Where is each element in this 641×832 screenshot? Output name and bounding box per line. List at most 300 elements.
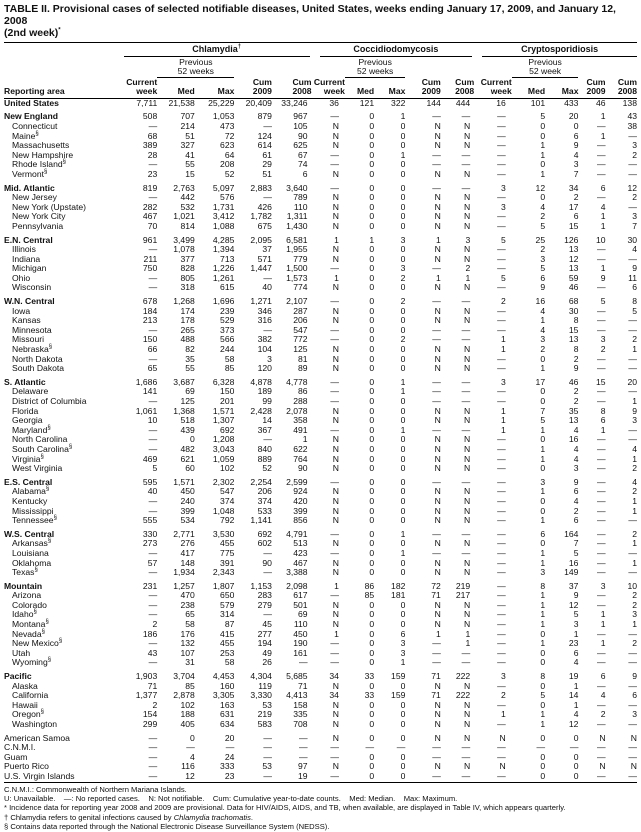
value-cell: —	[497, 159, 506, 170]
value-cell: 1	[540, 619, 546, 630]
value-cell: 417	[180, 547, 195, 558]
value-cell: —	[225, 742, 235, 753]
value-cell: 72	[431, 580, 441, 591]
value-cell: —	[148, 657, 158, 668]
title-footnote-mark: *	[58, 27, 61, 34]
value-cell: —	[596, 324, 606, 335]
reporting-area-cell: Maryland§	[12, 424, 51, 435]
value-cell: 116	[181, 761, 195, 772]
value-cell: —	[461, 376, 471, 387]
value-cell: —	[461, 182, 471, 193]
reporting-area-cell: North Dakota	[12, 353, 63, 364]
value-cell: 2	[152, 619, 158, 630]
disease-table	[4, 42, 637, 783]
value-cell: 0	[400, 557, 406, 568]
value-cell: 1,153	[250, 580, 272, 591]
value-cell: 602	[257, 538, 272, 549]
value-cell: —	[330, 657, 339, 668]
value-cell: 1	[400, 657, 406, 668]
value-cell: 4,778	[286, 376, 308, 387]
value-cell: —	[497, 751, 506, 762]
value-cell: 4	[632, 244, 637, 255]
value-cell: —	[148, 159, 158, 170]
value-cell: 0	[400, 344, 406, 355]
value-cell: 217	[455, 590, 471, 601]
value-cell: —	[596, 282, 606, 293]
value-cell: 5	[573, 547, 579, 558]
reporting-area-cell: Pennsylvania	[12, 220, 64, 231]
value-cell: 0	[540, 657, 546, 668]
value-cell: 1	[540, 424, 546, 435]
value-cell: —	[148, 751, 158, 762]
value-cell: 0	[190, 434, 195, 445]
value-cell: —	[628, 386, 637, 397]
value-cell: 488	[180, 334, 195, 345]
table-row	[4, 170, 637, 180]
value-cell: 10	[596, 234, 606, 245]
value-cell: —	[596, 742, 606, 753]
value-cell: 6	[400, 628, 406, 639]
title-week: (2nd week)	[4, 27, 59, 39]
value-cell: 253	[220, 647, 235, 658]
value-cell: —	[263, 324, 272, 335]
reporting-area-cell: West Virginia	[12, 463, 63, 474]
value-cell: 0	[400, 363, 406, 374]
value-cell: 779	[293, 253, 308, 264]
value-cell: 288	[293, 396, 308, 406]
value-cell: 16	[568, 557, 579, 568]
value-cell: 1	[465, 638, 471, 649]
value-cell: 1	[540, 140, 546, 151]
value-cell: 38	[627, 120, 637, 131]
value-cell: —	[596, 680, 606, 691]
value-cell: —	[596, 515, 606, 526]
value-cell: 805	[180, 272, 195, 283]
value-cell: 1	[369, 234, 375, 245]
reporting-area-cell: Texas§	[12, 567, 38, 578]
value-cell: 12	[568, 253, 579, 264]
value-cell: 110	[293, 201, 308, 212]
value-cell: —	[432, 742, 441, 753]
value-cell: N	[332, 619, 339, 630]
value-cell: —	[330, 263, 339, 274]
value-cell: 3	[400, 263, 406, 274]
value-cell: 426	[257, 201, 272, 212]
value-cell: —	[148, 443, 158, 454]
value-cell: 2,599	[286, 476, 308, 487]
value-cell: 53	[262, 699, 272, 710]
col-med: Med	[512, 78, 545, 99]
value-cell: —	[596, 363, 606, 374]
value-cell: 5	[500, 272, 506, 283]
value-cell: 467	[293, 557, 308, 568]
table-row	[4, 772, 637, 782]
value-cell: —	[148, 599, 158, 610]
value-cell: 20	[224, 732, 235, 743]
value-cell: N	[434, 567, 441, 578]
value-cell: 0	[369, 315, 375, 326]
value-cell: —	[497, 140, 506, 151]
value-cell: 0	[400, 751, 406, 762]
value-cell: 1,686	[135, 376, 158, 387]
value-cell: 20	[627, 376, 637, 387]
value-cell: 1,059	[212, 453, 235, 464]
value-cell: 26	[262, 657, 272, 668]
value-cell: —	[628, 324, 637, 335]
value-cell: —	[596, 476, 606, 487]
value-cell: 3	[500, 182, 506, 193]
value-cell: 89	[298, 363, 308, 374]
value-cell: —	[628, 253, 637, 264]
reporting-area-cell: W.N. Central	[4, 296, 55, 307]
reporting-area-cell: South Dakota	[12, 363, 65, 374]
value-cell: 219	[455, 580, 471, 591]
reporting-area-cell: E.S. Central	[4, 476, 53, 487]
value-cell: —	[497, 638, 506, 649]
value-cell: —	[148, 567, 158, 578]
value-cell: 85	[185, 680, 195, 691]
value-cell: —	[497, 220, 506, 231]
value-cell: 1,934	[173, 567, 195, 578]
value-cell: 9	[632, 671, 637, 682]
value-cell: N	[332, 557, 339, 568]
value-cell: —	[497, 557, 506, 568]
value-cell: —	[263, 192, 272, 203]
value-cell: —	[628, 628, 637, 639]
value-cell: 2	[632, 590, 637, 601]
value-cell: 15	[185, 168, 195, 179]
value-cell: —	[298, 751, 308, 762]
value-cell: —	[330, 547, 339, 558]
value-cell: 1	[500, 344, 506, 355]
value-cell: 0	[400, 732, 406, 743]
value-cell: 211	[143, 253, 158, 264]
value-cell: —	[497, 476, 506, 487]
value-cell: 1	[632, 396, 637, 406]
value-cell: 102	[180, 699, 195, 710]
value-cell: 4	[573, 709, 579, 720]
value-cell: N	[332, 599, 339, 610]
value-cell: N	[464, 732, 471, 743]
value-cell: 1,271	[250, 296, 272, 307]
value-cell: 52	[224, 168, 235, 179]
value-cell: —	[497, 434, 506, 445]
value-cell: 467	[142, 211, 158, 222]
value-cell: 513	[293, 538, 308, 549]
value-cell: —	[330, 751, 339, 762]
value-cell: —	[628, 353, 637, 364]
value-cell: 0	[400, 463, 406, 474]
value-cell: N	[332, 443, 339, 454]
reporting-area-cell: Missouri	[12, 334, 44, 345]
value-cell: 1	[465, 628, 471, 639]
value-cell: 86	[298, 386, 308, 397]
reporting-area-cell: Oklahoma	[12, 557, 52, 568]
value-cell: N	[434, 495, 441, 506]
value-cell: 3,499	[173, 234, 195, 245]
value-cell: 2	[600, 344, 606, 355]
value-cell: 2	[632, 528, 637, 539]
value-cell: —	[596, 244, 606, 255]
value-cell: 5	[500, 234, 506, 245]
col-med: Med	[345, 78, 374, 99]
value-cell: 70	[147, 220, 158, 231]
value-cell: 0	[369, 619, 375, 630]
value-cell: N	[332, 495, 339, 506]
value-cell: 2,763	[173, 182, 195, 193]
value-cell: N	[464, 140, 471, 151]
nedss-mark: §	[33, 609, 37, 616]
reporting-area-cell: New York (Upstate)	[12, 201, 87, 212]
value-cell: 1	[600, 424, 606, 435]
value-cell: N	[434, 453, 441, 464]
value-cell: —	[569, 742, 579, 753]
value-cell: 707	[180, 111, 195, 122]
reporting-area-cell: Maine§	[12, 130, 39, 141]
value-cell: 455	[220, 638, 235, 649]
reporting-area-cell: Pacific	[4, 671, 32, 682]
value-cell: 3	[540, 567, 546, 578]
value-cell: 3,687	[173, 376, 195, 387]
reporting-area-cell: Nevada§	[12, 628, 45, 639]
value-cell: 0	[400, 168, 406, 179]
value-cell: 13	[568, 263, 579, 274]
value-cell: 4,413	[286, 690, 308, 701]
col-cum-2008: Cum 2008	[606, 78, 637, 99]
value-cell: 176	[180, 628, 195, 639]
footnote-provisional: * Incidence data for reporting year 2008 and 2009 are provisional. Data for HIV/AIDS, AIDS, and TB, when available, are displayed in Table IV, which appears quarterly.	[4, 803, 566, 813]
value-cell: 2	[600, 709, 606, 720]
value-cell: 1,571	[173, 476, 195, 487]
value-cell: 2	[500, 690, 506, 701]
reporting-area-cell: Louisiana	[12, 547, 49, 558]
value-cell: 0	[540, 505, 546, 516]
value-cell: 1,368	[173, 405, 195, 416]
value-cell: 231	[142, 580, 158, 591]
value-cell: 174	[180, 305, 195, 316]
value-cell: 1	[500, 415, 506, 426]
value-cell: 1	[573, 628, 579, 639]
value-cell: N	[464, 463, 471, 474]
value-cell: —	[497, 149, 506, 160]
reporting-area-cell: Mississippi	[12, 505, 54, 516]
value-cell: N	[464, 761, 471, 772]
value-cell: 0	[573, 732, 579, 743]
value-cell: —	[628, 647, 637, 658]
value-cell: 0	[369, 495, 375, 506]
value-cell: 14	[262, 415, 272, 426]
value-cell: 6	[573, 211, 579, 222]
value-cell: N	[464, 201, 471, 212]
value-cell: 159	[391, 671, 406, 682]
value-cell: 2	[632, 463, 637, 474]
value-cell: 1	[400, 111, 406, 122]
value-cell: 2	[465, 263, 471, 274]
value-cell: 2,883	[250, 182, 272, 193]
value-cell: 0	[369, 201, 375, 212]
value-cell: 3	[632, 415, 637, 426]
nedss-mark: §	[47, 424, 51, 431]
value-cell: 1	[600, 619, 606, 630]
reporting-area-cell: Virginia§	[12, 453, 44, 464]
reporting-area-cell: Nebraska§	[12, 344, 53, 355]
value-cell: 3	[400, 647, 406, 658]
value-cell: 1,141	[250, 515, 272, 526]
table-row	[4, 734, 637, 744]
value-cell: 713	[220, 253, 235, 264]
value-cell: 6	[600, 671, 606, 682]
value-cell: N	[332, 453, 339, 464]
value-cell: 566	[220, 334, 235, 345]
value-cell: N	[434, 353, 441, 364]
value-cell: —	[432, 657, 441, 668]
value-cell: 3	[500, 671, 506, 682]
value-cell: 102	[220, 463, 235, 474]
value-cell: 469	[142, 453, 158, 464]
value-cell: —	[432, 263, 441, 274]
value-cell: 0	[369, 363, 375, 374]
value-cell: 0	[369, 486, 375, 497]
value-cell: 276	[180, 538, 195, 549]
value-cell: 16	[535, 296, 546, 307]
value-cell: 1,731	[212, 201, 235, 212]
value-cell: 119	[258, 680, 272, 691]
value-cell: N	[434, 201, 441, 212]
value-cell: 30	[568, 305, 579, 316]
value-cell: 2,078	[286, 405, 308, 416]
value-cell: 1,021	[173, 211, 195, 222]
value-cell: 473	[220, 120, 235, 131]
value-cell: 0	[369, 528, 375, 539]
group-cryptosporidiosis: Cryptosporidiosis	[521, 44, 599, 54]
value-cell: —	[497, 647, 506, 658]
value-cell: 3,640	[286, 182, 308, 193]
value-cell: 0	[400, 282, 406, 293]
reporting-area-cell: South Carolina§	[12, 443, 73, 454]
value-cell: 1	[400, 149, 406, 160]
nedss-mark: §	[45, 619, 49, 626]
value-cell: —	[536, 742, 546, 753]
value-cell: N	[332, 719, 339, 729]
reporting-area-cell: New England	[4, 111, 58, 122]
value-cell: 1,782	[250, 211, 272, 222]
value-cell: 21,538	[168, 97, 195, 108]
value-cell: 12	[627, 182, 637, 193]
group-coccidiodomycosis: Coccidiodomycosis	[353, 44, 439, 54]
value-cell: 81	[298, 353, 308, 364]
value-cell: 46	[568, 282, 579, 293]
value-cell: —	[461, 528, 471, 539]
value-cell: 0	[369, 505, 375, 516]
value-cell: 182	[391, 580, 406, 591]
value-cell: 4	[600, 201, 606, 212]
value-cell: 0	[400, 220, 406, 231]
value-cell: 110	[293, 619, 308, 630]
value-cell: —	[432, 324, 441, 335]
value-cell: N	[332, 680, 339, 691]
value-cell: 358	[293, 415, 308, 426]
value-cell: —	[122, 772, 157, 782]
value-cell: N	[434, 538, 441, 549]
reporting-area-cell: Georgia	[12, 415, 43, 426]
value-cell: 2,878	[173, 690, 195, 701]
value-cell: 0	[369, 376, 375, 387]
value-cell: 1	[400, 376, 406, 387]
value-cell: N	[464, 538, 471, 549]
value-cell: 547	[220, 486, 235, 497]
value-cell: 206	[257, 486, 272, 497]
value-cell: —	[497, 396, 506, 406]
value-cell: 423	[293, 547, 308, 558]
value-cell: 58	[185, 619, 195, 630]
value-cell: 125	[293, 344, 308, 355]
value-cell: —	[263, 751, 272, 762]
table-row	[4, 753, 637, 763]
table-row	[4, 283, 637, 293]
value-cell: —	[497, 719, 506, 729]
value-cell: 178	[180, 315, 195, 326]
value-cell: —	[596, 599, 606, 610]
value-cell: 1,061	[135, 405, 158, 416]
reporting-area-cell: Mountain	[4, 580, 43, 591]
value-cell: 0	[540, 120, 546, 131]
value-cell: 1	[500, 334, 506, 345]
weeks-label: 52 weeks	[177, 66, 214, 77]
value-cell: 4,453	[212, 671, 235, 682]
reporting-area-cell: Arizona	[12, 590, 42, 601]
value-cell: N	[499, 761, 506, 772]
value-cell: —	[461, 111, 471, 122]
value-cell: 53	[262, 761, 272, 772]
value-cell: —	[432, 386, 441, 397]
value-cell: —	[330, 386, 339, 397]
value-cell: 346	[257, 305, 272, 316]
value-cell: —	[148, 120, 158, 131]
reporting-area-cell: American Samoa	[4, 732, 70, 743]
value-cell: 6	[540, 272, 546, 283]
value-cell: 775	[220, 547, 235, 558]
value-cell: 1,078	[173, 244, 195, 255]
value-cell: 0	[400, 443, 406, 454]
value-cell: 1	[632, 505, 637, 516]
value-cell: 0	[573, 751, 579, 762]
value-cell: N	[464, 282, 471, 293]
value-cell: 10	[627, 580, 637, 591]
value-cell: 1,208	[212, 434, 235, 445]
value-cell: 0	[369, 272, 375, 283]
value-cell: 150	[220, 386, 235, 397]
value-cell: 708	[293, 719, 308, 729]
value-cell: 0	[369, 111, 375, 122]
table-row	[4, 568, 637, 578]
col-cum-2008: Cum 2008	[441, 78, 474, 99]
value-cell: 186	[142, 628, 158, 639]
reporting-area-cell: Iowa	[12, 305, 31, 316]
value-cell: —	[148, 434, 158, 445]
value-cell: 97	[298, 761, 308, 772]
value-cell: —	[497, 168, 506, 179]
value-cell: 0	[369, 424, 375, 435]
value-cell: —	[330, 528, 339, 539]
value-cell: 1,903	[135, 671, 158, 682]
value-cell: 159	[391, 690, 406, 701]
value-cell: N	[464, 505, 471, 516]
value-cell: 631	[220, 709, 235, 720]
table-header	[4, 43, 637, 99]
value-cell: 13	[568, 415, 579, 426]
value-cell: —	[497, 315, 506, 326]
value-cell: 617	[293, 590, 308, 601]
